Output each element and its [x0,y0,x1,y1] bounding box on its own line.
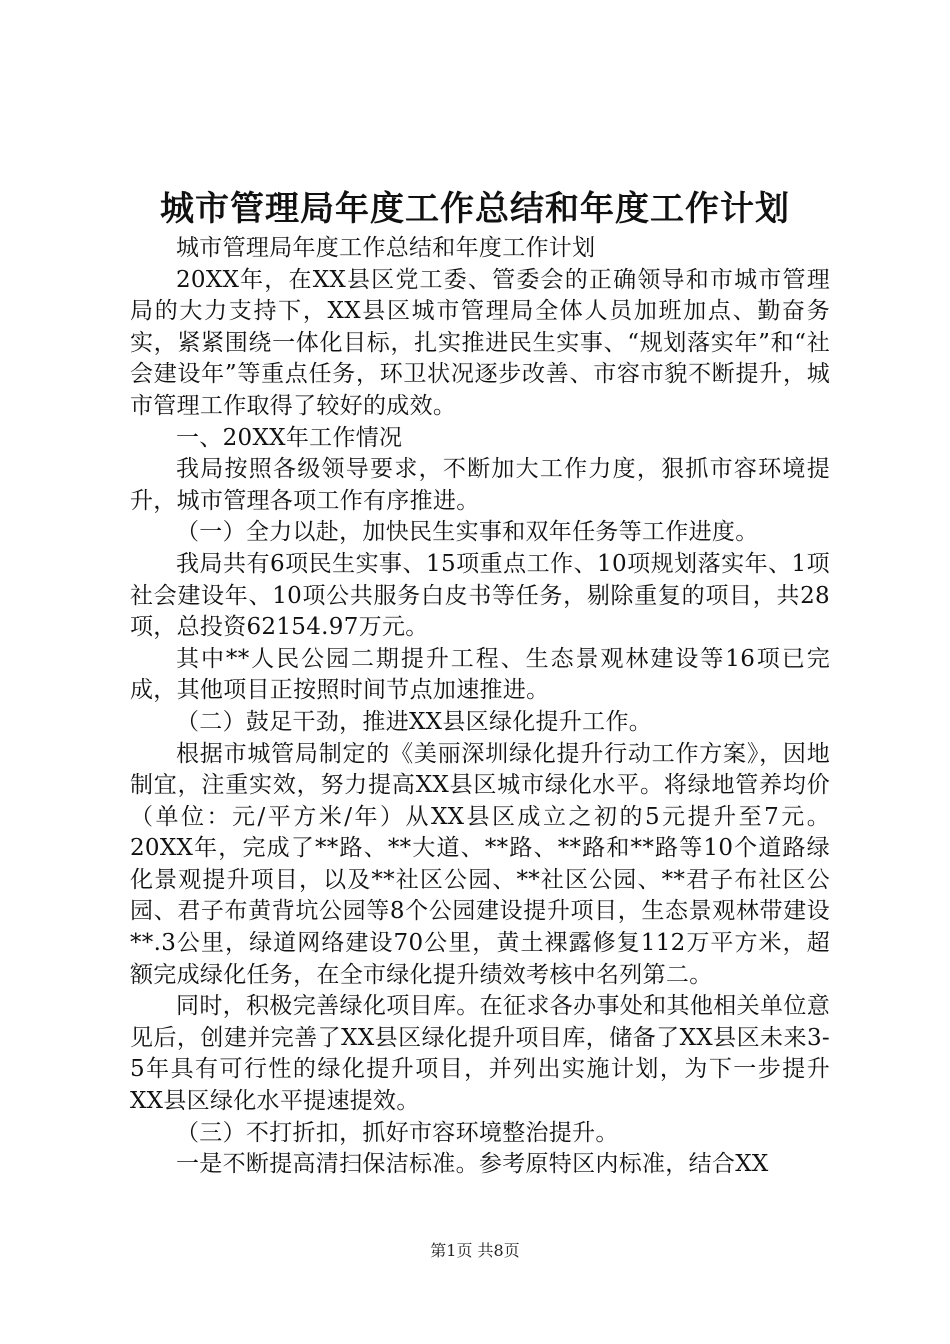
paragraph: 我局共有6项民生实事、15项重点工作、10项规划落实年、1项社会建设年、10项公共服务白皮书等任务，剔除重复的项目，共28项，总投资62154.97万元。 [130,550,830,641]
subsection-heading-1: （一）全力以赴，加快民生实事和双年任务等工作进度。 [176,519,759,546]
paragraph-intro: 20XX年，在XX县区党工委、管委会的正确领导和市城市管理局的大力支持下，XX县区城市管理局全体人员加班加点、勤奋务实，紧紧围绕一体化目标，扎实推进民生实事、“规划落实年”和“社会建设年”等重点任务，环卫状况逐步改善、市容市貌不断提升，城市管理工作取得了较好的成效。 [130,266,830,419]
subsection-heading-2: （二）鼓足干劲，推进XX县区绿化提升工作。 [176,708,653,735]
paragraph-subtitle: 城市管理局年度工作总结和年度工作计划 [176,235,596,261]
page-footer: 第1页 共8页 [430,1241,520,1260]
section-heading-1: 一、20XX年工作情况 [176,424,403,451]
paragraph: 我局按照各级领导要求，不断加大工作力度，狠抓市容环境提升，城市管理各项工作有序推进。 [130,456,830,514]
document-body [130,233,830,1181]
document-title: 城市管理局年度工作总结和年度工作计划 [160,189,790,229]
paragraph: 同时，积极完善绿化项目库。在征求各办事处和其他相关单位意见后，创建并完善了XX县区绿化提升项目库，储备了XX县区未来3-5年具有可行性的绿化提升项目，并列出实施计划，为下一步提升XX县区绿化水平提速提效。 [130,993,830,1115]
paragraph: 根据市城管局制定的《美丽深圳绿化提升行动工作方案》，因地制宜，注重实效，努力提高XX县区城市绿化水平。将绿地管养均价（单位：元/平方米/年）从XX县区成立之初的5元提升至7元。20XX年，完成了**路、**大道、**路、**路和**路等10个道路绿化景观提升项目，以及**社区公园、**社区公园、**君子布社区公园、君子布黄背坑公园等8个公园建设提升项目，生态景观林带建设**.3公里，绿道网络建设70公里，黄土裸露修复112万平方米，超额完成绿化任务，在全市绿化提升绩效考核中名列第二。 [130,740,830,988]
paragraph: 一是不断提高清扫保洁标准。参考原特区内标准，结合XX [176,1151,769,1178]
paragraph: 其中**人民公园二期提升工程、生态景观林建设等16项已完成，其他项目正按照时间节点加速推进。 [130,645,830,704]
subsection-heading-3: （三）不打折扣，抓好市容环境整治提升。 [176,1119,619,1146]
